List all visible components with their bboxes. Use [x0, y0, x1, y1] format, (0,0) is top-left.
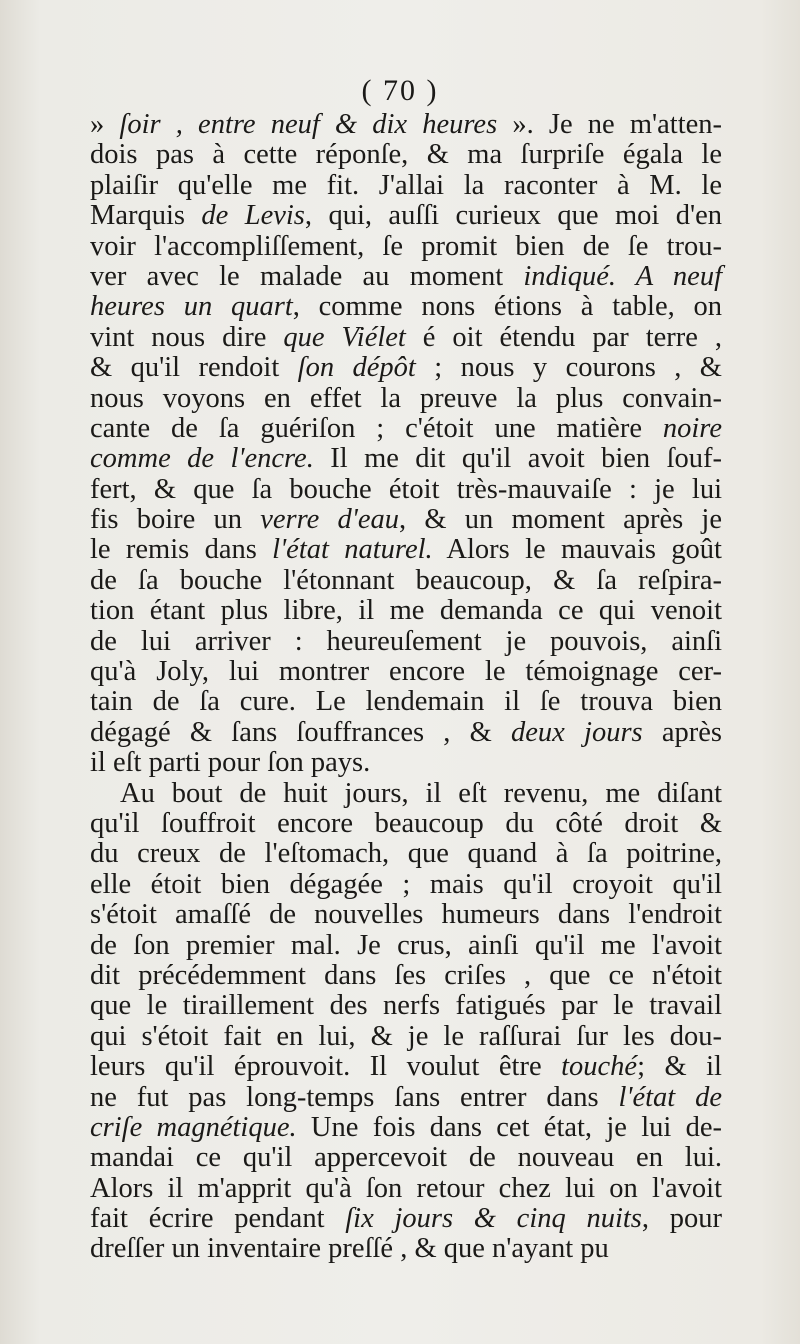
text-line	[90, 566, 722, 596]
text-span: é oit étendu par terre ,	[405, 321, 723, 353]
text-span: , qui, auſſi curieux que moi d'en	[304, 200, 722, 232]
page-number: ( 70 )	[361, 74, 439, 107]
italic-text: ſon dépôt	[297, 352, 416, 384]
italic-text: ſix jours & cinq nuits	[345, 1203, 642, 1235]
text-span: ; & il	[637, 1051, 722, 1083]
italic-text: indiqué. A neuf	[523, 260, 722, 292]
text-span: Au bout de huit jours, il eſt revenu, me diſant	[120, 777, 722, 809]
text-line	[90, 262, 722, 292]
text-line	[90, 748, 722, 778]
text-line	[90, 718, 722, 748]
text-span: plaiſir qu'elle me fit. J'allai la raconter à M. le	[90, 169, 722, 201]
text-span: mandai ce qu'il appercevoit de nouveau en lui.	[90, 1142, 722, 1174]
text-line	[90, 535, 722, 565]
text-span: Une fois dans cet état, je lui de-	[296, 1111, 722, 1143]
text-line	[90, 900, 722, 930]
text-line	[90, 140, 722, 170]
text-span: s'étoit amaſſé de nouvelles humeurs dans l'endroit	[90, 899, 722, 931]
text-line	[90, 687, 722, 717]
text-line	[90, 384, 722, 414]
text-span: ne fut pas long-temps ſans entrer dans	[90, 1081, 619, 1113]
page-text	[90, 110, 722, 1265]
text-span: ; nous y courons , &	[415, 352, 722, 384]
text-line	[90, 414, 722, 444]
text-span: , pour	[641, 1203, 723, 1235]
text-line	[90, 627, 722, 657]
italic-text: touché	[561, 1051, 638, 1083]
text-span: dégagé & ſans ſouffrances , &	[90, 716, 512, 748]
text-line	[90, 1113, 722, 1143]
text-span: vint nous dire	[90, 321, 284, 353]
text-span: voir l'accompliſſement, ſe promit bien de ſe trou-	[90, 230, 722, 262]
text-line	[90, 475, 722, 505]
text-span: Alors le mauvais goût	[432, 534, 722, 566]
text-span: , comme nons étions à table, on	[292, 291, 723, 323]
text-line	[90, 171, 722, 201]
text-line	[90, 1234, 722, 1264]
text-span: de ſa bouche l'étonnant beaucoup, & ſa reſpira-	[90, 564, 722, 596]
text-line	[90, 596, 722, 626]
text-span: , & un moment après je	[399, 504, 722, 536]
text-line	[90, 839, 722, 869]
text-span: tain de ſa cure. Le lendemain il ſe trouva bien	[90, 686, 722, 718]
text-line	[90, 110, 722, 140]
italic-text: verre d'eau	[260, 504, 400, 536]
text-line	[90, 779, 722, 809]
text-line	[90, 657, 722, 687]
text-span: ». Je ne m'atten-	[497, 109, 723, 140]
text-span: fait écrire pendant	[90, 1203, 346, 1235]
text-span: cante de ſa guériſon ; c'étoit une matière	[90, 412, 663, 444]
text-line	[90, 870, 722, 900]
text-span: fis boire un	[90, 504, 261, 536]
italic-text: de Levis	[201, 200, 305, 232]
text-span: qu'à Joly, lui montrer encore le témoignage cer-	[90, 656, 722, 688]
text-line	[90, 809, 722, 839]
text-line	[90, 444, 722, 474]
text-span: Il me dit qu'il avoit bien ſouf-	[313, 443, 722, 475]
text-line	[90, 961, 722, 991]
text-span: »	[90, 109, 120, 140]
italic-text: que Viélet	[283, 321, 406, 353]
text-line	[90, 1052, 722, 1082]
italic-text: l'état naturel.	[272, 534, 433, 566]
text-line	[90, 1022, 722, 1052]
italic-text: heures un quart	[90, 291, 293, 323]
text-line	[90, 1204, 722, 1234]
text-span: tion étant plus libre, il me demanda ce qui venoit	[90, 595, 722, 627]
text-line	[90, 1143, 722, 1173]
text-span: dois pas à cette réponſe, & ma ſurpriſe égala le	[90, 139, 722, 171]
text-span: que le tiraillement des nerfs fatigués par le travail	[90, 990, 722, 1022]
italic-text: l'état de	[618, 1081, 722, 1113]
text-span: nous voyons en effet la preuve la plus convain-	[90, 382, 722, 414]
text-span: du creux de l'eſtomach, que quand à ſa poitrine,	[90, 838, 722, 870]
italic-text: ſoir , entre neuf & dix heures	[119, 109, 498, 140]
italic-text: deux jours	[511, 716, 643, 748]
text-span: Marquis	[90, 200, 202, 232]
text-span: qu'il ſouffroit encore beaucoup du côté droit &	[90, 807, 722, 839]
text-span: après	[642, 716, 722, 748]
text-span: de lui arriver : heureuſement je pouvois, ainſi	[90, 625, 722, 657]
text-span: le remis dans	[90, 534, 273, 566]
text-line	[90, 353, 722, 383]
text-line	[90, 323, 722, 353]
text-line	[90, 1083, 722, 1113]
italic-text: noire	[662, 412, 722, 444]
text-line	[90, 1174, 722, 1204]
text-line	[90, 201, 722, 231]
text-span: de ſon premier mal. Je crus, ainſi qu'il me l'avoit	[90, 929, 722, 961]
text-span: elle étoit bien dégagée ; mais qu'il croyoit qu'il	[90, 868, 722, 900]
italic-text: criſe magnétique.	[90, 1111, 297, 1143]
text-span: ver avec le malade au moment	[90, 260, 524, 292]
text-span: dit précédemment dans ſes criſes , que ce n'étoit	[90, 959, 722, 991]
text-span: qui s'étoit fait en lui, & je le raſſurai ſur les dou-	[90, 1020, 722, 1052]
text-span: & qu'il rendoit	[90, 352, 298, 384]
text-line	[90, 505, 722, 535]
text-span: leurs qu'il éprouvoit. Il voulut être	[90, 1051, 562, 1083]
text-line	[90, 931, 722, 961]
text-span: Alors il m'apprit qu'à ſon retour chez lui on l'avoit	[90, 1172, 722, 1204]
text-span: fert, & que ſa bouche étoit très-mauvaiſe : je lui	[90, 473, 722, 505]
text-span: dreſſer un inventaire preſſé , & que n'ayant pu	[90, 1233, 609, 1265]
text-line	[90, 232, 722, 262]
text-line	[90, 991, 722, 1021]
text-span: il eſt parti pour ſon pays.	[90, 747, 371, 779]
italic-text: comme de l'encre.	[90, 443, 314, 475]
text-line	[90, 292, 722, 322]
